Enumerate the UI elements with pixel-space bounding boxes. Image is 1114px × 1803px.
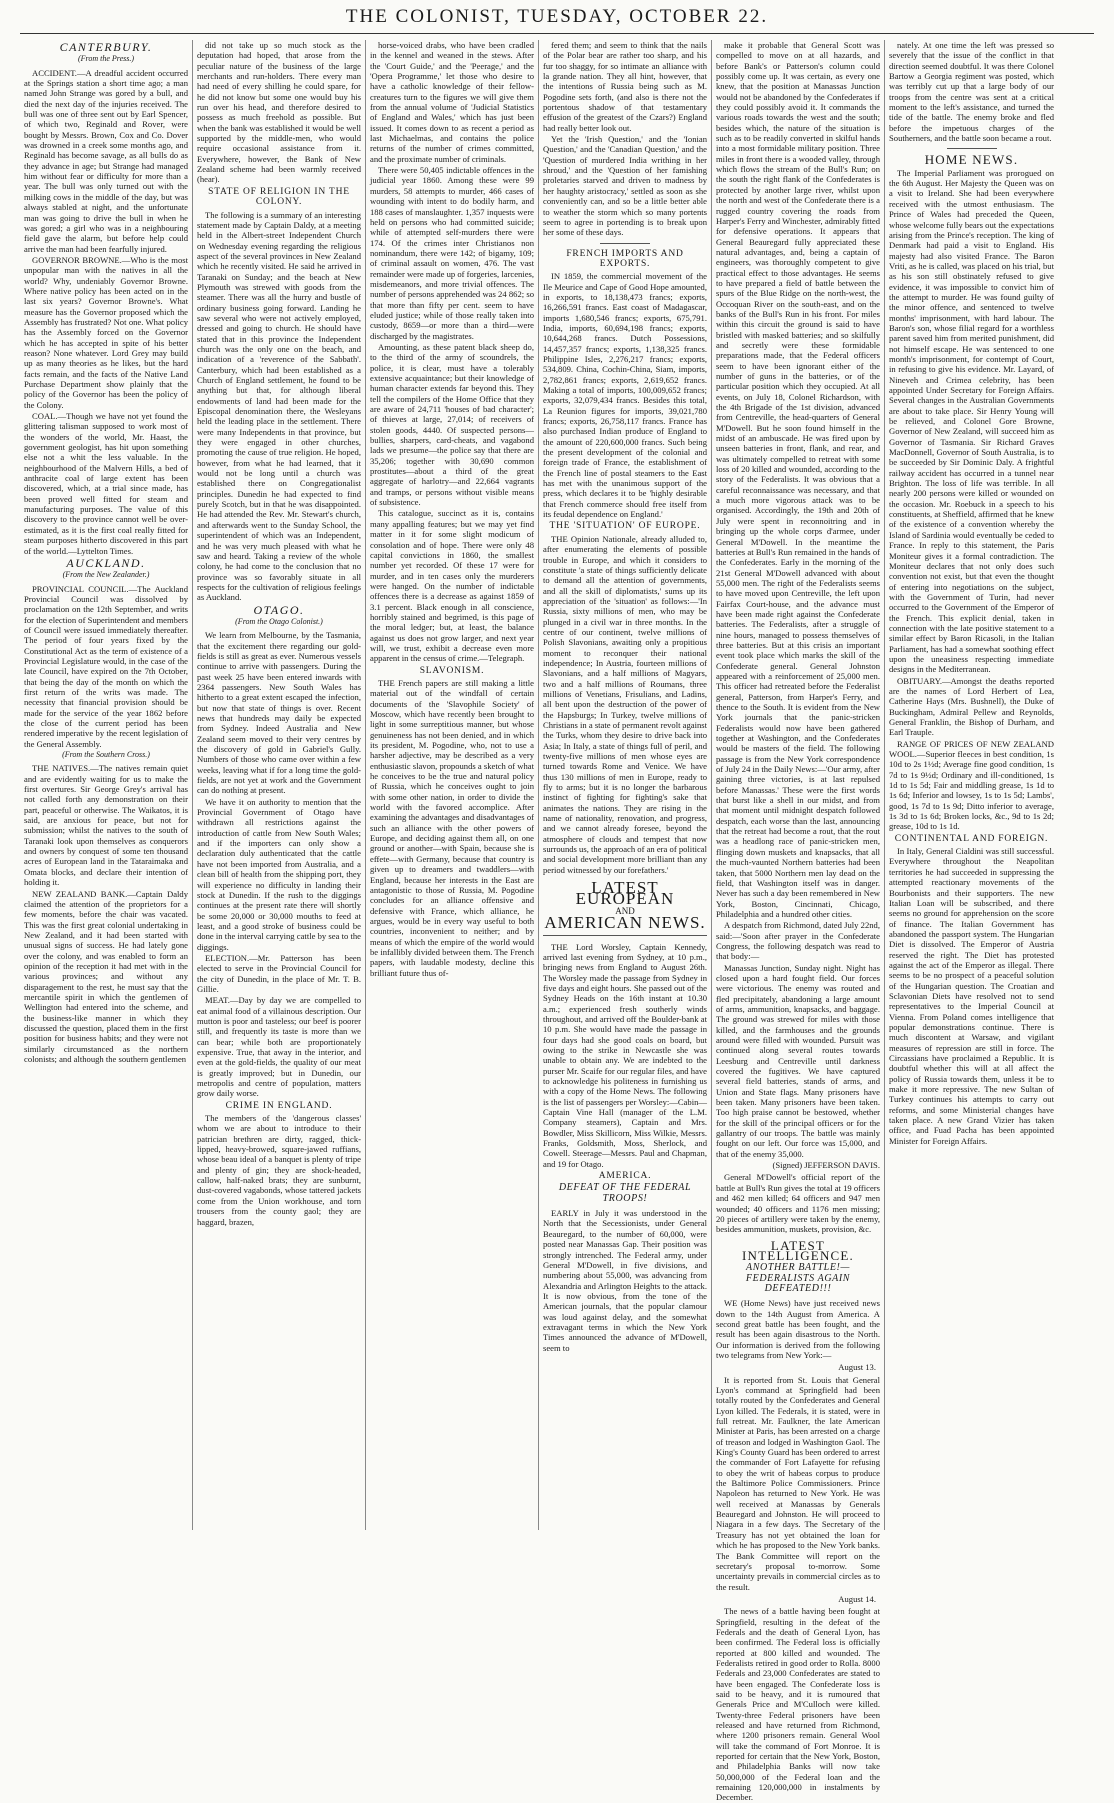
article-provincial-council: PROVINCIAL COUNCIL.—The Auckland Provincial Council was dissolved by proclamation on the 12th September, and writs for the election of Superintendent and members of Council were issued immediately thereafter. The period of four years fixed by the Constitutional Act as the term of existence of a Provincial Legislature would, in the case of the late Council, have expired on the 7th October, that being the day of the month on which the first return of the writs was made. The necessity that financial provision should be made for the service of the year 1862 before the close of the current period has been rendered imperative by the recent legislation of the General Assembly.	[24, 583, 188, 749]
headline-latest-european: LATEST EUROPEAN	[575, 878, 675, 908]
section-source: (From the Press.)	[77, 54, 135, 64]
section-heading-slavonism: SLAVONISM.	[419, 665, 485, 676]
article-aug14: The news of a battle having been fought at Springfield, resulting in the defeat of the Federals and the death of General Lyon, has been confirmed. The Federal loss is officially reported at 800 killed and wounded. The Federalists retired in good order to Rolla. 8000 Federals and 23,000 Confederates are stated to have been engaged. The Confederate loss is said to be heavy, and it is rumoured that Generals Price and M'Culloch were killed. Twenty-three Federal prisoners have been released and have returned from Richmond, where 1200 prisoners remain. General Wool will take the command of Fort Monroe. It is reported for certain that the New York, Boston, and Philadelphia Banks will now take 50,000,000 of the Federal loan and the remaining 120,000,000 in instalments by December.	[716, 1606, 880, 1803]
article-despatch: A despatch from Richmond, dated July 22nd, said:—'Soon after prayer in the Confederate Congress, the following despatch was read to that body:—	[716, 920, 880, 962]
headline-and: AND	[615, 905, 635, 916]
article-otago-1: We learn from Melbourne, by the Tasmania, that the excitement there regarding our gold-fields is still as great as ever. Numerous vessels continue to arrive with passengers. During the past week 25 have been entered inwards with 2364 passengers. New South Wales has hitherto to a great extent escaped the infection, but now that state of things is over. Recent news that hundreds may daily be expected from Sydney. Indeed Australia and New Zealand seem moved to their very centres by the discovery of gold in Gabriel's Gully. Numbers of those who came over within a few weeks, leaving what if for a long time the gold-fields, are not yet at work and the Government can do nothing at present.	[197, 630, 361, 796]
article-crime: The members of the 'dangerous classes' whom we are about to introduce to their patrician brethren are dirty, ragged, thick-lipped, heavy-browed, square-jawed ruffians, whose beau ideal of a banquet is plenty of tripe and plenty of gin; they are shock-headed, callow, half-naked brats; they are sunburnt, dust-covered vagabonds, whose tattered jackets come from the Union workhouse, and torn trousers from the county gaol; they are haggard, brazen,	[197, 1113, 361, 1227]
article-continental: In Italy, General Cialdini was still successful. Everywhere throughout the Neapolitan territories he had succeeded in suppressing the attempted reactionary movements of the Bourbonists and their supporters. The new Italian Loan will be subscribed, and there seems no ground for apprehension on the score of finance. The Italian Government has abandoned the passport system. The Hungarian Diet is dissolved. The Emperor of Austria reserved the right. The Diet has protested against the act of the Emperor as illegal. There seems to be no prospect of a peaceful solution of the Hungarian question. The Croatian and Sclavonian Diets have resolved not to send representatives to the Imperial Council at Vienna. From Poland comes intelligence that popular demonstrations continue. There is much discontent at Warsaw, and vigilant measures of repression are still in force. The Circassians have proclaimed a Republic. It is doubtful whether this will at all affect the policy of Russia towards them, unless it be to make it more repressive. The new Sultan of Turkey continues his attempts to carry out reforms, and some Ministerial changes have taken place. A new Grand Vizier has taken office, and Fuad Pacha has been appointed Minister for Foreign Affairs.	[889, 846, 1054, 1146]
column-6	[885, 40, 1058, 1530]
section-heading-situation: THE 'SITUATION' OF EUROPE.	[549, 521, 701, 532]
section-heading-auckland: AUCKLAND.	[66, 555, 146, 570]
section-source: (From the New Zealander.)	[62, 570, 150, 580]
article-manassas: Manassas Junction, Sunday night. Night has closed upon a hard fought field. Our forces were victorious. The enemy was routed and fled precipitately, abandoning a large amount of arms, ammunition, knapsacks, and baggage. The ground was strewed for miles with those killed, and the farmhouses and the grounds around were filled with wounded. Pursuit was continued along several routes towards Leesburg and Centreville until darkness covered the fugitives. We have captured several field batteries, stands of arms, and Union and State flags. Many prisoners have been taken. Many prisoners have been taken. Too high praise cannot be bestowed, whether for the skill of the principal officers or for the gallantry of our troops. The battle was mainly fought on our left. Our force was 15,000, and that of the enemy 35,000.	[716, 962, 880, 1159]
article-election: ELECTION.—Mr. Patterson has been elected to serve in the Provincial Council for the city of Dunedin, in the place of Mr. T. B. Gillie.	[197, 952, 361, 994]
section-source: (From the Southern Cross.)	[62, 750, 150, 760]
column-1	[20, 40, 193, 1530]
article-home-news: The Imperial Parliament was prorogued on the 6th August. Her Majesty the Queen was on a visit to Ireland. She had been everywhere received with the utmost enthusiasm. The Prince of Wales had preceded the Queen, whose welcome fully bears out the expectations arising from the Prince's reception. The king of Denmark had paid a visit to England. His majesty had also visited France. The Baron Vriti, as he is called, was placed on his trial, but as his son still obstinately refused to give evidence, it was impossible to convict him of the attempt to murder. He was found guilty of the minor offence, and sentenced to twelve months' imprisonment, with hard labour. The Baron's son, whose filial regard for a worthless parent saved him from merited punishment, did not himself escape. He was sentenced to one month's imprisonment, for contempt of Court, in refusing to give his evidence. Mr. Layard, of Nineveh and Crimea celebrity, has been appointed Under Secretary for Foreign Affairs. Several changes in the Australian Governments are about to take place. Sir Henry Young will be relieved, and Colonel Gore Browne, Governor of New Zealand, will succeed him as Governor of Tasmania. Sir Richard Graves MacDonnell, Governor of South Australia, is to be succeeded by Sir Dominic Daly. A frightful railway accident has occurred in a tunnel near Brighton. The loss of life was terrible. In all nearly 200 persons were killed or wounded on the occasion. Mr. Roebuck in a speech to his constituents, at Sheffield, affirmed that he knew of the existence of a convention whereby the Island of Sardinia would eventually be ceded to France. In reply to this statement, the Paris Moniteur gives it a formal contradiction. The Moniteur declares that not only does such convention not exist, but that even the thought of entering into negotiations on the subject, with the Government of Turin, had never occurred to the Government of the Emperor of the French. This explicit denial, taken in connection with the late positive statement to a similar effect by Baron Ricasoli, in the Italian Parliament, has had a somewhat soothing effect upon the uneasiness respecting immediate designs in the Mediterranean.	[889, 167, 1054, 675]
article-crime-amount: Amounting, as these patent black sheep do, to the third of the army of scoundrels, the police, it is clear, must have a tolerably extensive acquaintance; but their knowledge of human character extends far beyond this. They tell the compilers of the Home Office that they are aware of 24,711 'houses of bad character'; of thieves at large, 27,014; of receivers of stolen goods, 4440. Of suspected persons—bullies, sharpers, card-cheats, and vagabond lads we presume—the police say that there are 35,206; together with 30,690 common prostitutes—about a third of the great aggregate of harlotry—and 22,664 vagrants and tramps, or persons without visible means of subsistence.	[370, 341, 534, 508]
article-obituary: OBITUARY.—Amongst the deaths reported are the names of Lord Herbert of Lea, Catherine Hays (Mrs. Bushnell), the Duke of Buckingham, Admiral Pellew and Reynolds, General Franklin, the Bishop of Durham, and Earl Trauple.	[889, 675, 1054, 738]
article-irish: Yet the 'Irish Question,' and the 'Ionian Question,' and the 'Canadian Question,' and the 'Question of murdered India writhing in her shroud,' and the 'Question of her famishing proletaries starved and driven to madness by her haughty aristocracy,' settled as soon as she conveniently can, and so be a little better able to weather the storm which so many portents seem to agree in portending is to break upon her some of these days.	[543, 134, 707, 238]
dateline: August 13.	[838, 1362, 876, 1373]
article-natives: THE NATIVES.—The natives remain quiet and are evidently waiting for us to make the first overtures. Sir George Grey's arrival has not called forth any demonstration on their part, peaceful or otherwise. The Waikatos, it is said, are anxious for peace, but not for submission; whilst the natives to the south of Taranaki look upon themselves as conquerors and owners by conquest of some ten thousand acres of European land in the Tataraimaka and Omata blocks, and declare their intention of holding it.	[24, 763, 188, 888]
article-crime-stats: There were 50,405 indictable offences in the judicial year 1860. Among these were 99 murders, 58 attempts to murder, 466 cases of wounding with intent to do bodily harm, and 188 cases of manslaughter. 1,357 inquests were held on persons who had committed suicide; while of attempted self-murders there were 174. Of the crimes inter Christianos non nominandum, there were 142; of bigamy, 109; of criminal assault on women, 476. The vast remainder were made up of forgeries, larcenies, misdemeanors, and more trivial offences. The number of persons apprehended was 24 862; so that more than fifty per cent. seem to have eluded justice; while of those really taken into custody, 8659—or more than a third—were discharged by the magistrates.	[370, 165, 534, 341]
article-slavonism-cont: fered them; and seem to think that the nails of the Polar bear are rather too sharp, and his fur too shaggy, for so intimate an alliance with la grande nation. They all hint, however, that the intentions of Russia being such as M. Pogodine sets forth, (and also is there not the portentous shadow of that testamentary effusion of the greatest of the Czars?) England had really better look out.	[543, 40, 707, 133]
section-heading-otago: OTAGO.	[253, 602, 305, 617]
article-mdowell: General M'Dowell's official report of the battle at Bull's Run gives the total at 19 officers and 462 men killed; 64 officers and 947 men wounded; 40 officers and 1176 men missing; 20 pieces of artillery were taken by the enemy, besides ammunition, muskets, provision, &c.	[716, 1172, 880, 1235]
masthead-title: THE COLONIST, TUESDAY, OCTOBER 22.	[345, 6, 769, 27]
section-heading-crime: CRIME IN ENGLAND.	[225, 1100, 333, 1111]
signature-line: (Signed) JEFFERSON DAVIS.	[772, 1160, 880, 1171]
headline-latest-intelligence: LATEST INTELLIGENCE.	[742, 1237, 854, 1263]
headline-home-news: HOME NEWS.	[924, 152, 1019, 168]
section-heading-america: AMERICA.	[598, 1171, 652, 1182]
article-otago-2: We have it on authority to mention that the Provincial Government of Otago have withdrawn all restrictions against the introduction of cattle from New South Wales; and if the importers can only show a declaration duly authenticated that the cattle have not been imported from Australia, and a clean bill of health from the shipping port, they will experience no difficulty in landing their stock at Dunedin. If the rush to the diggings continues at the present rate there will shortly be some 20,000 or 30,000 mouths to feed at least, and a good stroke of business could be done in the interval carrying cattle by sea to the diggings.	[197, 796, 361, 952]
column-2	[193, 40, 366, 1530]
divider	[947, 148, 997, 149]
article-accident: ACCIDENT.—A dreadful accident occurred at the Springs station a short time ago; a man named John Strange was gored by a bull, and died the next day of the injuries received. The bull was one of three sent out by Earl Spencer, of which two, Reginald and Rover, were bought by Messrs. Brown, Cox and Co. Dover was drowned in a creek some months ago, and Reginald has become savage, as all bulls do as they advance in age; but Strange had managed him without fear or difficulty for more than a year. The bull was only turned out with the milking cows in the middle of the day, but was always stabled at night, and the unfortunate man was going to drive the bull in when he was gored; a girl who was in a neighbouring field gave the alarm, but before help could arrive the man had been fearfully injured.	[24, 67, 188, 254]
dateline: August 14.	[838, 1593, 876, 1604]
article-coal: COAL.—Though we have not yet found the glittering talisman supposed to work most of the wonders of the world, Mr. Haast, the government geologist, has hit upon something else not a whit the less valuable. In the neighbourhood of the Malvern Hills, a bed of anthracite coal of large extent has been discovered, which, at a trial since made, has been proved well fitted for steam and manufacturing purposes. The value of this discovery to the province cannot well be over-estimated, as it is the first coal really fitted for steam purposes hitherto discovered in this part of the world.—Lyttelton Times.	[24, 411, 188, 556]
section-heading-canterbury: CANTERBURY.	[59, 40, 153, 54]
article-crime-cont: horse-voiced drabs, who have been cradled in the kennel and weaned in the stews. After the 'Court Guide,' and the 'Peerage,' and the 'Opera Programme,' let those who desire to have a catholic knowledge of their fellow-creatures turn to the figures we will give them from the annual volume of 'Judicial Statistics of England and Wales,' which has just been issued. It comes down to as recent a period as last Michaelmas, and contains the police returns of the number of crimes committed, and the proximate number of criminals.	[370, 40, 534, 164]
article-situation: THE Opinion Nationale, already alluded to, after enumerating the elements of possible trouble in Europe, and which it considers to constitute 'a state of things sufficiently delicate to demand all the attention of governments, and all the skill of diplomatists,' sums up its appreciation of the 'situation' as follows:—'In Russia, sixty millions of men, who may be plunged in a civil war in three months. In the centre of our continent, twelve millions of Polish Slavonians, awaiting only a propitious moment to reconquer their national independence; In Austria, fourteen millions of Slavonians, and a half millions of Magyars, two and a half millions of Roumans, three millions of Venetians, Frisulians, and Ladins, all bent upon the destruction of the power of the Hapsburgs; In Turkey, twelve millions of Christians in a state of permanent revolt against the Turks, whom they desire to drive back into Asia; In Italy, a state of things full of peril, and twenty-five millions of men whose eyes are turned towards Rome and Venice. We have thus 130 millions of men in Europe, ready to fly to arms; but it is no longer the barbarous instinct of fighting for fighting's sake that animates the nations. They are rising in the name of nationality, renovation, and progress, and we cannot already foresee, beyond the atmosphere of clouds and tempest that now surrounds us, the approach of an era of political and social development more brilliant than any period witnessed by our forefathers.'	[543, 533, 707, 875]
article-bank-cont: did not take up so much stock as the deputation had hoped, that arose from the peculiar nature of the business of the large merchants and run-holders. There every man had need of every shilling he could spare, for he did not know but some one would buy his run over his head, and therefore desired to possess as much freehold as possible. But when the bank was established it would be well supported by the middle-men, who would require occasional assistance from it. Everywhere, however, the Bank of New Zealand scheme had been warmly received (hear).	[197, 40, 361, 185]
columns	[20, 40, 1094, 1803]
article-worsley: THE Lord Worsley, Captain Kennedy, arrived last evening from Sydney, at 10 p.m., bringing news from England to August 26th. The Worsley made the passage from Sydney in five days and eight hours. She passed out of the Sydney Heads on the 16th instant at 10.30 a.m.; experienced fresh southerly winds throughout, and arrived off the Boulder-bank at 10 p.m. She would have made the passage in four days had she good coals on board, but owing to the strike in Newcastle she was unable to obtain any. We are indebted to the purser Mr. Scaife for our regular files, and have to acknowledge his politeness in furnishing us with a copy of the Home News. The following is the list of passengers per Worsley:—Cabin—Captain Vine Hall (manager of the L.M. Company steamers), Captain and Mrs. Bowdler, Miss Skillicorn, Miss Wilkie, Messrs. Franks, Goldsmith, Moss, Sherlock, and Cowell. Steerage—Messrs. Paul and Chapman, and 19 for Otago.	[543, 941, 707, 1169]
divider	[600, 243, 650, 244]
article-slavonism: THE French papers are still making a little material out of the windfall of certain documents of the 'Slavophile Society' of Moscow, which have recently been brought to light in some surreptitious manner, but whose genuineness has not been denied, and in which its president, M. Pogodine, who, not to use a harsher adjective, may be described as a very enthusiastic slavon, propounds a sketch of what he conceives to be the true and natural policy of Russia, which he conceives ought to join with some other nation, in order to divide the world with the favored accomplice. After examining the advantages and disadvantages of such an alliance with the other powers of Europe, and deciding against them all, on one ground or another—with Spain, because she is effete—with Germany, because that country is given up to dreamers and twaddlers—with England, because her interests in the East are antagonistic to those of Russia, M. Pogodine concludes for an alliance offensive and defensive with France, which alliance, he argues, would be in every way useful to both countries, inconvenient to neither; and by means of which the empire of the world would be infallibly divided between them. The French papers, with laudable modesty, decline this brilliant future thus of-	[370, 677, 534, 978]
article-wool-prices: RANGE OF PRICES OF NEW ZEALAND WOOL.—Superior fleeces in best condition, 1s 10d to 2s 1½d; Average fine good condition, 1s 7d to 1s 9½d; Ordinary and ill-conditioned, 1s 1d to 1s 5d; Fair and middling grease, 1s 1d to 1s 6d; Inferior and lowsey, 1s to 1s 5d; Lambs', good, 1s 7d to 1s 9d; Ditto inferior to average, 1s 3d to 1s 6d; Broken locks, &c., 9d to 1s 2d; grease, 10d to 1s 1d.	[889, 738, 1054, 832]
subheading-another-battle: ANOTHER BATTLE!—FEDERALISTS AGAIN DEFEATED!!!	[745, 1262, 851, 1294]
section-heading-french: FRENCH IMPORTS AND EXPORTS.	[566, 248, 684, 269]
article-governor: GOVERNOR BROWNE.—Who is the most unpopular man with the natives in all the world? Why, undeniably Governor Browne. Where native policy has been acted on in the last six years? Governor Browne's. What measure has the Governor proposed which the Assembly has frustrated? Not one. What policy has the Assembly forced on the Governor which he has accepted in spite of his better reason? None whatever. Lord Grey may build up as many theories as he likes, but the hard facts remain, and the facts of the Native Land Purchase Department show plainly that the policy of the Governor has been the policy of the Colony.	[24, 254, 188, 410]
article-aug13: It is reported from St. Louis that General Lyon's command at Springfield had been totally routed by the Confederates and General Lyon killed. The Federals, it is stated, were in full retreat. Mr. Faulkner, the late American Minister at Paris, has been arrested on a charge of treason and lodged in Washington Gaol. The King's County Guard has been ordered to arrest the commander of Fort Lafayette for refusing to obey the writ of habeas corpus to produce the Baltimore Police Commissioners. Prince Napoleon has returned to New York. He was well received at Manassas by Generals Beauregard and Johnston. He will proceed to Niagara in a few days. The Secretary of the Treasury has not yet obtained the loan for which he has proposed to the New York banks. The Bank Committee will report on the secretary's proposal to-morrow. Some uncertainty prevails in commercial circles as to the result.	[716, 1374, 880, 1592]
article-america: EARLY in July it was understood in the North that the Secessionists, under General Beauregard, to the number of 60,000, were posted near Manassas Gap. Their position was strongly intrenched. The Federal army, under General M'Dowell, in five divisions, and numbering about 55,000, was advancing from Alexandria and Arlington Heights to the attack. It is now obvious, from the tone of the American journals, that the popular clamour was loud against delay, and the somewhat extravagant terms in which the New York Times announced the advance of M'Dowell, seem to	[543, 1208, 707, 1353]
article-latest-intro: WE (Home News) have just received news down to the 14th August from America. A second great battle has been fought, and the result has been again disastrous to the North. Our information is derived from the following two telegrams from New York:—	[716, 1298, 880, 1360]
article-america-cont: make it probable that General Scott was compelled to move on at all hazards, and before Bank's or Patterson's column could possibly come up. It was certain, as every one knew, that the position at Manassas Junction would not be abandoned by the Confederates if they could possibly avoid it. It commands the various roads towards the west and the south; besides which, the nature of the situation is such as to be readily converted in skilful hands into a most formidable military position. Three miles in front there is a wooded valley, through which flows the stream of the Bull's Run; on the south the right flank of the Confederates is protected by another large river, whilst upon the north and west of the Confederate there is a rugged country covering the roads from Harper's Ferry and Winchester, admirably fitted for defensive operations. It appears that General Beauregard fully appreciated these natural advantages, and, being a captain of engineers, was thoroughly competent to give practical effect to those advantages. He seems to have prepared a field of battle between the spurs of the Blue Ridge on the north-west, the Occoquan River on the south-east, and on the banks of the Bull's Run in his front. For miles within this circuit the ground is said to have bristled with masked batteries; and so skilfully and secretly were these formidable preparations made, that the Federal officers seem to have been ignorant either of the number of guns in the batteries, or of the particular position which they occupied. At all events, on July 18, Colonel Richardson, with the 4th Brigade of the 1st division, advanced from Centreville, the head-quarters of General M'Dowell. But he soon found himself in the midst of an ambuscade. He was fired upon by unseen batteries in front, flank, and rear, and was ultimately compelled to retreat with some loss of 20 killed and wounded, according to the story of the Federalists. It was obvious that a careful reconnaissance was necessary, and that a much more vigorous attack was to be organised. Accordingly, the 19th and 20th of July were spent in reconnoitring and in bringing up the whole corps d'armee, under General M'Dowell. In the meantime the batteries at Bull's Run remained in the hands of the Confederates. Early in the morning of the 21st General M'Dowell advanced with about 55,000 men. The right of the Federalists seems to have moved upon Centreville, the left upon Fairfax Court-house, and the advance must have been made right against the Confederate batteries. The Federalists, after a struggle of nine hours, managed to possess themselves of three batteries. But at this crisis an important event took place which marks the skill of the Confederate general. General Johnston appeared with a reinforcement of 25,000 men. This officer had retreated before the Federalist general, Patterson, from Harper's Ferry, and thence to the South. It is evident from the New York journals that the panic-stricken Federalists would now have been gathered together at Washington, and the Confederates would be masters of the field. The following passage is from the New York correspondence of July 24 in the Daily News:—'Our army, after gaining three victories, is at last repulsed before Manassas.' These were the first words that burst like a shell in our midst, and from that moment until midnight despatch followed despatch, each worse than the last, announcing that the retreat had become a rout, that the rout was a headlong race of panic-stricken men, flinging down muskets and knapsacks, that all the much-vaunted Northern batteries had been taken, that 5000 Northern men lay dead on the field, that Washington itself was in danger. Never has such a day been remembered in New York, Boston, Cincinnati, Chicago, Philadelphia and a hundred other cities.	[716, 40, 880, 919]
column-3	[366, 40, 539, 1530]
column-5	[712, 40, 885, 1803]
subheading-defeat: DEFEAT OF THE FEDERAL TROOPS!	[558, 1182, 692, 1204]
masthead-rule	[20, 33, 1094, 34]
article-french: IN 1859, the commercial movement of the Ile Meurice and Cape of Good Hope amounted, in exports, to 18,138,473 francs; exports, 16,266,591 francs. East coast of Madagascar, imports 1,680,546 francs; exports, 675,791. India, imports, 60,694,198 francs; exports, 10,644,268 francs. Dutch Possessions, 14,457,357 francs; exports, 1,138,325 francs. Philippine Isles, 2,276,217 francs; exports, 534,809. China, Cochin-China, Siam, imports, 2,782,861 francs; exports, 2,619,652 francs. Making a total of imports, 100,009,652 francs; exports, 32,079,434 francs. Besides this total, La Reunion figures for imports, 39,021,780 francs; exports, 26,758,117 francs. France has also purchased Indian produce of England to the amount of 220,600,000 francs. Such being the present development of the colonial and foreign trade of France, the establishment of the French line of postal steamers to the East has met with the unanimous support of the press, which declares it to be 'highly desirable that French commerce should free itself from its feudal dependence on England.'	[543, 271, 707, 520]
article-religion: The following is a summary of an interesting statement made by Captain Daldy, at a meeting held in the Albert-street Independent Church on Wednesday evening regarding the religious aspect of the several provinces in New Zealand which he recently visited. He said he arrived in Taranaki on Sunday; and the beach at New Plymouth was strewed with goods from the steamer. There was all the hurry and bustle of ordinary business going forward. Landing he saw several who were not actively employed, dressed and going to church. He should have stated that in this province the Independent church was the only one on the beach, and indication of a 'reverence of the Sabbath'. Canterbury, which had been established as a Church of England settlement, he found to be anything but that, for although liberal endowments of land had been made for the Episcopal denomination there, the Wesleyans held the leading place in the settlement. There were many Independents in that province, but they were engaged in other churches, promoting the cause of true religion. He hoped, however, from what he had learned, that it would not be long until a church was established there on Congregationalist principles. Dunedin he had expected to find purely Scotch, but in that he was disappointed. He had attended the Rev. Mr. Stewart's church, and afterwards went to the Sunday School, the superintendent of which was an Independent, and he was very much pleased with what he saw and heard. Taking a review of the whole colony, he had come to the conclusion that no province was so favorably situate in all respects for the cultivation of religious feelings as Auckland.	[197, 209, 361, 603]
column-4	[539, 40, 712, 1530]
article-bank: NEW ZEALAND BANK.—Captain Daldy claimed the attention of the proprietors for a few moments, before the chair was vacated. This was the first great colonial undertaking in New Zealand, and it had been started with unusual signs of success. He had lately gone over the colony, and was enabled to form an opinion of the reception it had met with in the various provinces; and without any disparagement to the rest, he must say that the mercantile spirit in which the gentlemen of Wellington had entered into the scheme, and the business-like manner in which they discussed the question, placed them in the first position for business habits; and they were not similarly circumstanced as the northern colonists; and although the southern gentlemen	[24, 888, 188, 1064]
section-heading-religion: STATE OF RELIGION IN THE COLONY.	[208, 186, 350, 208]
article-crime-catalogue: This catalogue, succinct as it is, contains many appalling features; but we may yet find matter in it for some slight modicum of consolation and of hope. There were only 48 capital convictions in 1860, the smallest number yet recorded. Of these 17 were for murder, and in ten cases only the murderers were hanged. On the number of indictable offences there is a decrease as against 1859 of 3.1 percent. Black enough in all conscience, horribly stained and begrimed, is this page of the moral ledger; but, at least, the balance against us does not grow larger, and next year will, we trust, exhibit a decrease even more apparent in the census of crime.—Telegraph.	[370, 508, 534, 664]
headline-american-news: AMERICAN NEWS.	[543, 918, 707, 935]
section-heading-continental: CONTINENTAL AND FOREIGN.	[894, 833, 1049, 844]
section-source: (From the Otago Colonist.)	[235, 616, 323, 626]
article-meat: MEAT.—Day by day we are compelled to eat animal food of a villainous description. Our mutton is poor and tasteless; our beef is poorer still, and frequently its taste is more than we can bear; while both are proportionately expensive. True, that away in the interior, and even at the gold-fields, the quality of our meat is greatly improved; but in Dunedin, our metropolis and centre of population, matters grow daily worse.	[197, 995, 361, 1099]
article-battle-cont: nately. At one time the left was pressed so severely that the issue of the conflict in that direction seemed doubtful. It was there Colonel Bartow a Georgia regiment was posted, which was terribly cut up that a large body of our troops from the centre was sent at a critical moment to the left's assistance, and turned the tide of the battle. The enemy broke and fled before the impetuous charges of the Southerners, and the battle soon became a rout.	[889, 40, 1054, 144]
